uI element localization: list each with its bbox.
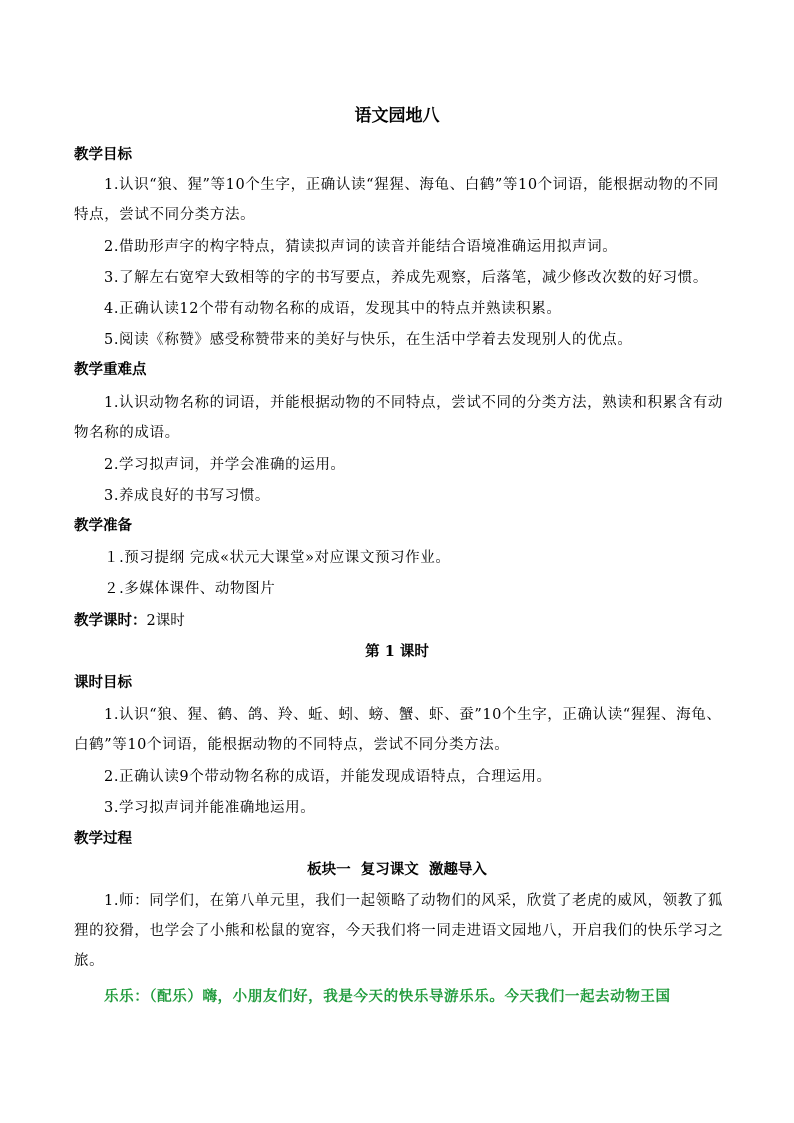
key-point-item-3: 3.养成良好的书写习惯。 xyxy=(104,488,271,504)
preparation-heading: 教学准备 xyxy=(74,517,132,534)
key-point-item-1: 1.认识动物名称的词语，并能根据动物的不同特点，尝试不同的分类方法，熟读和积累含有动物名称的成语。 xyxy=(74,395,724,441)
goal-item-5: 5.阅读《称赞》感受称赞带来的美好与快乐，在生活中学着去发现别人的优点。 xyxy=(104,332,633,348)
document-title: 语文园地八 xyxy=(354,106,440,126)
class-hours-label: 教学课时： xyxy=(74,612,147,629)
preparation-item-1: １.预习提纲 完成«状元大课堂»对应课文预习作业。 xyxy=(104,550,451,566)
process-item-1: 1.师：同学们，在第八单元里，我们一起领略了动物们的风采，欣赏了老虎的威风，领教了狐狸的狡猾，也学会了小熊和松鼠的宽容，今天我们将一同走进语文园地八，开启我们的快乐学习之旅。 xyxy=(74,893,724,969)
class-hours-line xyxy=(74,610,185,632)
goal-item-2: 2.借助形声字的构字特点，猜读拟声词的读音并能结合语境准确运用拟声词。 xyxy=(104,239,618,255)
lesson-goal-item-3: 3.学习拟声词并能准确地运用。 xyxy=(104,800,316,816)
goal-item-1: 1.认识“狼、猩”等10个生字，正确认读“猩猩、海龟、白鹤”等10个词语，能根据动物的不同特点，尝试不同分类方法。 xyxy=(74,177,719,223)
goal-item-3: 3.了解左右宽窄大致相等的字的书写要点，养成先观察，后落笔，减少修改次数的好习惯。 xyxy=(104,270,708,286)
teaching-process-heading: 教学过程 xyxy=(74,830,132,847)
lesson-goal-item-2: 2.正确认读9个带动物名称的成语，并能发现成语特点，合理运用。 xyxy=(104,769,552,785)
goal-item-4: 4.正确认读12个带有动物名称的成语，发现其中的特点并熟读积累。 xyxy=(104,301,562,317)
preparation-item-2: ２.多媒体课件、动物图片 xyxy=(104,581,276,597)
lele-dialogue-line: 乐乐：（配乐）嗨，小朋友们好，我是今天的快乐导游乐乐。今天我们一起去动物王国 xyxy=(104,988,671,1005)
lesson-goal-item-1: 1.认识“狼、猩、鹤、鸽、羚、蚯、蚓、螃、蟹、虾、蚕”10个生字，正确认读“猩猩、海龟、白鹤”等10个词语，能根据动物的不同特点，尝试不同分类方法。 xyxy=(74,707,722,753)
lesson-goals-heading: 课时目标 xyxy=(74,674,132,691)
lesson-1-heading: 第 1 课时 xyxy=(365,643,429,660)
class-hours-value: 2课时 xyxy=(146,613,185,629)
key-point-item-2: 2.学习拟声词，并学会准确的运用。 xyxy=(104,457,346,473)
teaching-goals-heading: 教学目标 xyxy=(74,146,132,163)
key-points-heading: 教学重难点 xyxy=(74,361,147,378)
block-one-heading: 板块一 复习课文 激趣导入 xyxy=(307,861,487,878)
